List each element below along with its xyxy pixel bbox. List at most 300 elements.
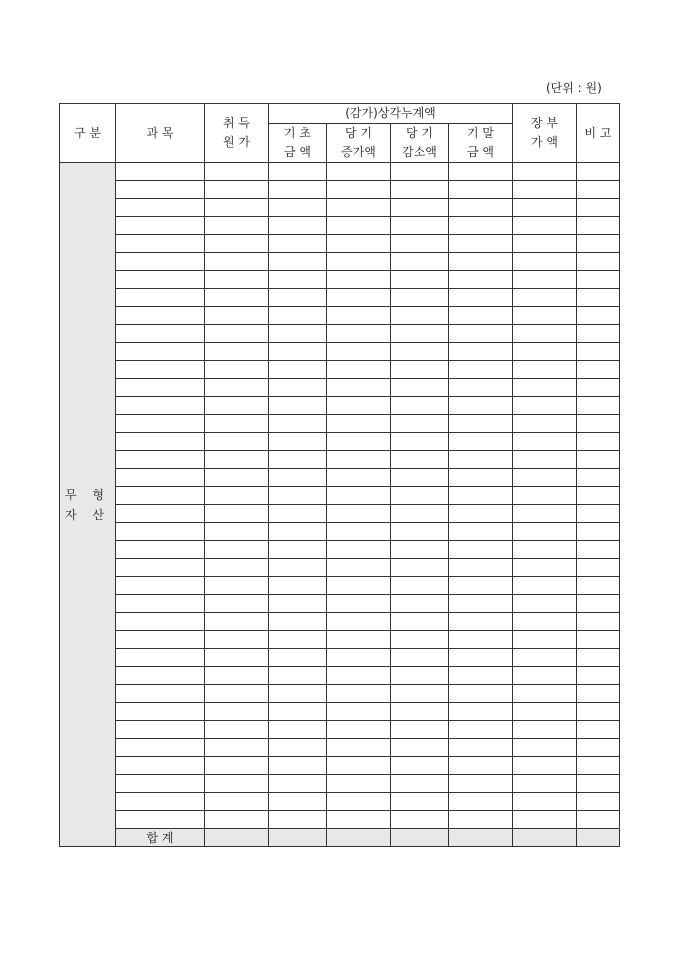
- account-cell[interactable]: [116, 739, 205, 757]
- remarks-cell[interactable]: [577, 451, 620, 469]
- account-cell[interactable]: [116, 523, 205, 541]
- decrease-cell[interactable]: [391, 505, 449, 523]
- remarks-cell[interactable]: [577, 685, 620, 703]
- decrease-cell[interactable]: [391, 253, 449, 271]
- beginning-cell[interactable]: [269, 595, 327, 613]
- beginning-cell[interactable]: [269, 379, 327, 397]
- book-value-cell[interactable]: [513, 649, 577, 667]
- beginning-cell[interactable]: [269, 235, 327, 253]
- increase-cell[interactable]: [327, 577, 391, 595]
- account-cell[interactable]: [116, 613, 205, 631]
- ending-cell[interactable]: [449, 667, 513, 685]
- book-value-cell[interactable]: [513, 595, 577, 613]
- decrease-cell[interactable]: [391, 343, 449, 361]
- acquisition-cost-cell[interactable]: [205, 613, 269, 631]
- total-increase[interactable]: [327, 829, 391, 847]
- book-value-cell[interactable]: [513, 289, 577, 307]
- ending-cell[interactable]: [449, 343, 513, 361]
- remarks-cell[interactable]: [577, 469, 620, 487]
- decrease-cell[interactable]: [391, 523, 449, 541]
- remarks-cell[interactable]: [577, 721, 620, 739]
- acquisition-cost-cell[interactable]: [205, 451, 269, 469]
- ending-cell[interactable]: [449, 307, 513, 325]
- ending-cell[interactable]: [449, 739, 513, 757]
- increase-cell[interactable]: [327, 325, 391, 343]
- book-value-cell[interactable]: [513, 325, 577, 343]
- ending-cell[interactable]: [449, 649, 513, 667]
- book-value-cell[interactable]: [513, 451, 577, 469]
- increase-cell[interactable]: [327, 163, 391, 181]
- account-cell[interactable]: [116, 289, 205, 307]
- ending-cell[interactable]: [449, 595, 513, 613]
- remarks-cell[interactable]: [577, 433, 620, 451]
- remarks-cell[interactable]: [577, 667, 620, 685]
- ending-cell[interactable]: [449, 235, 513, 253]
- total-remarks[interactable]: [577, 829, 620, 847]
- acquisition-cost-cell[interactable]: [205, 775, 269, 793]
- acquisition-cost-cell[interactable]: [205, 199, 269, 217]
- acquisition-cost-cell[interactable]: [205, 235, 269, 253]
- increase-cell[interactable]: [327, 739, 391, 757]
- ending-cell[interactable]: [449, 721, 513, 739]
- beginning-cell[interactable]: [269, 397, 327, 415]
- decrease-cell[interactable]: [391, 559, 449, 577]
- decrease-cell[interactable]: [391, 235, 449, 253]
- book-value-cell[interactable]: [513, 811, 577, 829]
- account-cell[interactable]: [116, 379, 205, 397]
- remarks-cell[interactable]: [577, 307, 620, 325]
- increase-cell[interactable]: [327, 811, 391, 829]
- increase-cell[interactable]: [327, 685, 391, 703]
- remarks-cell[interactable]: [577, 271, 620, 289]
- ending-cell[interactable]: [449, 685, 513, 703]
- acquisition-cost-cell[interactable]: [205, 685, 269, 703]
- remarks-cell[interactable]: [577, 163, 620, 181]
- acquisition-cost-cell[interactable]: [205, 541, 269, 559]
- remarks-cell[interactable]: [577, 703, 620, 721]
- account-cell[interactable]: [116, 451, 205, 469]
- remarks-cell[interactable]: [577, 289, 620, 307]
- account-cell[interactable]: [116, 343, 205, 361]
- account-cell[interactable]: [116, 361, 205, 379]
- account-cell[interactable]: [116, 577, 205, 595]
- book-value-cell[interactable]: [513, 307, 577, 325]
- book-value-cell[interactable]: [513, 721, 577, 739]
- increase-cell[interactable]: [327, 343, 391, 361]
- beginning-cell[interactable]: [269, 163, 327, 181]
- decrease-cell[interactable]: [391, 163, 449, 181]
- beginning-cell[interactable]: [269, 451, 327, 469]
- remarks-cell[interactable]: [577, 199, 620, 217]
- beginning-cell[interactable]: [269, 433, 327, 451]
- book-value-cell[interactable]: [513, 469, 577, 487]
- remarks-cell[interactable]: [577, 523, 620, 541]
- increase-cell[interactable]: [327, 649, 391, 667]
- increase-cell[interactable]: [327, 289, 391, 307]
- acquisition-cost-cell[interactable]: [205, 595, 269, 613]
- decrease-cell[interactable]: [391, 433, 449, 451]
- remarks-cell[interactable]: [577, 775, 620, 793]
- decrease-cell[interactable]: [391, 415, 449, 433]
- total-ending[interactable]: [449, 829, 513, 847]
- acquisition-cost-cell[interactable]: [205, 703, 269, 721]
- account-cell[interactable]: [116, 649, 205, 667]
- acquisition-cost-cell[interactable]: [205, 361, 269, 379]
- ending-cell[interactable]: [449, 397, 513, 415]
- book-value-cell[interactable]: [513, 739, 577, 757]
- book-value-cell[interactable]: [513, 379, 577, 397]
- beginning-cell[interactable]: [269, 343, 327, 361]
- account-cell[interactable]: [116, 325, 205, 343]
- ending-cell[interactable]: [449, 253, 513, 271]
- book-value-cell[interactable]: [513, 559, 577, 577]
- beginning-cell[interactable]: [269, 271, 327, 289]
- book-value-cell[interactable]: [513, 667, 577, 685]
- beginning-cell[interactable]: [269, 541, 327, 559]
- increase-cell[interactable]: [327, 181, 391, 199]
- decrease-cell[interactable]: [391, 541, 449, 559]
- account-cell[interactable]: [116, 631, 205, 649]
- increase-cell[interactable]: [327, 721, 391, 739]
- beginning-cell[interactable]: [269, 289, 327, 307]
- book-value-cell[interactable]: [513, 703, 577, 721]
- remarks-cell[interactable]: [577, 181, 620, 199]
- book-value-cell[interactable]: [513, 793, 577, 811]
- beginning-cell[interactable]: [269, 181, 327, 199]
- increase-cell[interactable]: [327, 433, 391, 451]
- book-value-cell[interactable]: [513, 199, 577, 217]
- acquisition-cost-cell[interactable]: [205, 487, 269, 505]
- increase-cell[interactable]: [327, 217, 391, 235]
- ending-cell[interactable]: [449, 271, 513, 289]
- acquisition-cost-cell[interactable]: [205, 397, 269, 415]
- beginning-cell[interactable]: [269, 649, 327, 667]
- book-value-cell[interactable]: [513, 343, 577, 361]
- account-cell[interactable]: [116, 415, 205, 433]
- increase-cell[interactable]: [327, 541, 391, 559]
- book-value-cell[interactable]: [513, 181, 577, 199]
- acquisition-cost-cell[interactable]: [205, 181, 269, 199]
- ending-cell[interactable]: [449, 577, 513, 595]
- remarks-cell[interactable]: [577, 577, 620, 595]
- acquisition-cost-cell[interactable]: [205, 469, 269, 487]
- beginning-cell[interactable]: [269, 577, 327, 595]
- beginning-cell[interactable]: [269, 811, 327, 829]
- remarks-cell[interactable]: [577, 793, 620, 811]
- ending-cell[interactable]: [449, 433, 513, 451]
- beginning-cell[interactable]: [269, 631, 327, 649]
- acquisition-cost-cell[interactable]: [205, 757, 269, 775]
- book-value-cell[interactable]: [513, 433, 577, 451]
- remarks-cell[interactable]: [577, 415, 620, 433]
- decrease-cell[interactable]: [391, 181, 449, 199]
- increase-cell[interactable]: [327, 469, 391, 487]
- total-decrease[interactable]: [391, 829, 449, 847]
- increase-cell[interactable]: [327, 271, 391, 289]
- ending-cell[interactable]: [449, 793, 513, 811]
- acquisition-cost-cell[interactable]: [205, 163, 269, 181]
- increase-cell[interactable]: [327, 199, 391, 217]
- ending-cell[interactable]: [449, 451, 513, 469]
- decrease-cell[interactable]: [391, 721, 449, 739]
- account-cell[interactable]: [116, 469, 205, 487]
- increase-cell[interactable]: [327, 703, 391, 721]
- beginning-cell[interactable]: [269, 703, 327, 721]
- book-value-cell[interactable]: [513, 775, 577, 793]
- increase-cell[interactable]: [327, 505, 391, 523]
- remarks-cell[interactable]: [577, 811, 620, 829]
- account-cell[interactable]: [116, 775, 205, 793]
- account-cell[interactable]: [116, 559, 205, 577]
- remarks-cell[interactable]: [577, 325, 620, 343]
- remarks-cell[interactable]: [577, 343, 620, 361]
- beginning-cell[interactable]: [269, 415, 327, 433]
- account-cell[interactable]: [116, 433, 205, 451]
- account-cell[interactable]: [116, 811, 205, 829]
- ending-cell[interactable]: [449, 415, 513, 433]
- beginning-cell[interactable]: [269, 667, 327, 685]
- beginning-cell[interactable]: [269, 325, 327, 343]
- remarks-cell[interactable]: [577, 397, 620, 415]
- acquisition-cost-cell[interactable]: [205, 217, 269, 235]
- increase-cell[interactable]: [327, 631, 391, 649]
- increase-cell[interactable]: [327, 307, 391, 325]
- book-value-cell[interactable]: [513, 613, 577, 631]
- beginning-cell[interactable]: [269, 253, 327, 271]
- ending-cell[interactable]: [449, 199, 513, 217]
- beginning-cell[interactable]: [269, 559, 327, 577]
- increase-cell[interactable]: [327, 361, 391, 379]
- beginning-cell[interactable]: [269, 361, 327, 379]
- account-cell[interactable]: [116, 505, 205, 523]
- decrease-cell[interactable]: [391, 289, 449, 307]
- remarks-cell[interactable]: [577, 559, 620, 577]
- beginning-cell[interactable]: [269, 199, 327, 217]
- decrease-cell[interactable]: [391, 685, 449, 703]
- beginning-cell[interactable]: [269, 739, 327, 757]
- account-cell[interactable]: [116, 397, 205, 415]
- account-cell[interactable]: [116, 667, 205, 685]
- account-cell[interactable]: [116, 595, 205, 613]
- ending-cell[interactable]: [449, 613, 513, 631]
- acquisition-cost-cell[interactable]: [205, 739, 269, 757]
- acquisition-cost-cell[interactable]: [205, 253, 269, 271]
- account-cell[interactable]: [116, 253, 205, 271]
- account-cell[interactable]: [116, 199, 205, 217]
- remarks-cell[interactable]: [577, 595, 620, 613]
- ending-cell[interactable]: [449, 559, 513, 577]
- book-value-cell[interactable]: [513, 505, 577, 523]
- beginning-cell[interactable]: [269, 775, 327, 793]
- decrease-cell[interactable]: [391, 397, 449, 415]
- acquisition-cost-cell[interactable]: [205, 289, 269, 307]
- book-value-cell[interactable]: [513, 487, 577, 505]
- increase-cell[interactable]: [327, 559, 391, 577]
- book-value-cell[interactable]: [513, 415, 577, 433]
- decrease-cell[interactable]: [391, 271, 449, 289]
- increase-cell[interactable]: [327, 397, 391, 415]
- acquisition-cost-cell[interactable]: [205, 577, 269, 595]
- ending-cell[interactable]: [449, 325, 513, 343]
- decrease-cell[interactable]: [391, 613, 449, 631]
- acquisition-cost-cell[interactable]: [205, 793, 269, 811]
- account-cell[interactable]: [116, 181, 205, 199]
- ending-cell[interactable]: [449, 361, 513, 379]
- decrease-cell[interactable]: [391, 361, 449, 379]
- remarks-cell[interactable]: [577, 649, 620, 667]
- decrease-cell[interactable]: [391, 703, 449, 721]
- increase-cell[interactable]: [327, 595, 391, 613]
- beginning-cell[interactable]: [269, 487, 327, 505]
- ending-cell[interactable]: [449, 775, 513, 793]
- acquisition-cost-cell[interactable]: [205, 343, 269, 361]
- account-cell[interactable]: [116, 271, 205, 289]
- increase-cell[interactable]: [327, 451, 391, 469]
- ending-cell[interactable]: [449, 523, 513, 541]
- decrease-cell[interactable]: [391, 631, 449, 649]
- book-value-cell[interactable]: [513, 253, 577, 271]
- ending-cell[interactable]: [449, 631, 513, 649]
- book-value-cell[interactable]: [513, 235, 577, 253]
- decrease-cell[interactable]: [391, 469, 449, 487]
- acquisition-cost-cell[interactable]: [205, 721, 269, 739]
- ending-cell[interactable]: [449, 217, 513, 235]
- book-value-cell[interactable]: [513, 217, 577, 235]
- acquisition-cost-cell[interactable]: [205, 559, 269, 577]
- remarks-cell[interactable]: [577, 253, 620, 271]
- total-beginning[interactable]: [269, 829, 327, 847]
- ending-cell[interactable]: [449, 379, 513, 397]
- acquisition-cost-cell[interactable]: [205, 415, 269, 433]
- ending-cell[interactable]: [449, 541, 513, 559]
- ending-cell[interactable]: [449, 469, 513, 487]
- decrease-cell[interactable]: [391, 595, 449, 613]
- book-value-cell[interactable]: [513, 577, 577, 595]
- total-book-value[interactable]: [513, 829, 577, 847]
- ending-cell[interactable]: [449, 757, 513, 775]
- remarks-cell[interactable]: [577, 505, 620, 523]
- book-value-cell[interactable]: [513, 271, 577, 289]
- remarks-cell[interactable]: [577, 613, 620, 631]
- beginning-cell[interactable]: [269, 757, 327, 775]
- ending-cell[interactable]: [449, 289, 513, 307]
- acquisition-cost-cell[interactable]: [205, 667, 269, 685]
- ending-cell[interactable]: [449, 487, 513, 505]
- decrease-cell[interactable]: [391, 577, 449, 595]
- decrease-cell[interactable]: [391, 793, 449, 811]
- acquisition-cost-cell[interactable]: [205, 307, 269, 325]
- account-cell[interactable]: [116, 793, 205, 811]
- account-cell[interactable]: [116, 757, 205, 775]
- book-value-cell[interactable]: [513, 163, 577, 181]
- remarks-cell[interactable]: [577, 757, 620, 775]
- ending-cell[interactable]: [449, 181, 513, 199]
- book-value-cell[interactable]: [513, 631, 577, 649]
- beginning-cell[interactable]: [269, 217, 327, 235]
- total-acquisition-cost[interactable]: [205, 829, 269, 847]
- book-value-cell[interactable]: [513, 361, 577, 379]
- account-cell[interactable]: [116, 307, 205, 325]
- decrease-cell[interactable]: [391, 757, 449, 775]
- acquisition-cost-cell[interactable]: [205, 523, 269, 541]
- decrease-cell[interactable]: [391, 379, 449, 397]
- decrease-cell[interactable]: [391, 739, 449, 757]
- book-value-cell[interactable]: [513, 757, 577, 775]
- increase-cell[interactable]: [327, 793, 391, 811]
- beginning-cell[interactable]: [269, 307, 327, 325]
- decrease-cell[interactable]: [391, 307, 449, 325]
- account-cell[interactable]: [116, 541, 205, 559]
- account-cell[interactable]: [116, 721, 205, 739]
- beginning-cell[interactable]: [269, 685, 327, 703]
- decrease-cell[interactable]: [391, 667, 449, 685]
- beginning-cell[interactable]: [269, 613, 327, 631]
- decrease-cell[interactable]: [391, 487, 449, 505]
- ending-cell[interactable]: [449, 505, 513, 523]
- beginning-cell[interactable]: [269, 721, 327, 739]
- increase-cell[interactable]: [327, 253, 391, 271]
- account-cell[interactable]: [116, 163, 205, 181]
- acquisition-cost-cell[interactable]: [205, 631, 269, 649]
- acquisition-cost-cell[interactable]: [205, 505, 269, 523]
- account-cell[interactable]: [116, 487, 205, 505]
- increase-cell[interactable]: [327, 235, 391, 253]
- account-cell[interactable]: [116, 217, 205, 235]
- remarks-cell[interactable]: [577, 631, 620, 649]
- increase-cell[interactable]: [327, 667, 391, 685]
- remarks-cell[interactable]: [577, 541, 620, 559]
- beginning-cell[interactable]: [269, 793, 327, 811]
- decrease-cell[interactable]: [391, 217, 449, 235]
- increase-cell[interactable]: [327, 523, 391, 541]
- remarks-cell[interactable]: [577, 361, 620, 379]
- remarks-cell[interactable]: [577, 217, 620, 235]
- decrease-cell[interactable]: [391, 649, 449, 667]
- increase-cell[interactable]: [327, 613, 391, 631]
- acquisition-cost-cell[interactable]: [205, 325, 269, 343]
- ending-cell[interactable]: [449, 811, 513, 829]
- decrease-cell[interactable]: [391, 775, 449, 793]
- increase-cell[interactable]: [327, 775, 391, 793]
- account-cell[interactable]: [116, 235, 205, 253]
- ending-cell[interactable]: [449, 163, 513, 181]
- increase-cell[interactable]: [327, 415, 391, 433]
- increase-cell[interactable]: [327, 379, 391, 397]
- decrease-cell[interactable]: [391, 451, 449, 469]
- decrease-cell[interactable]: [391, 811, 449, 829]
- beginning-cell[interactable]: [269, 523, 327, 541]
- acquisition-cost-cell[interactable]: [205, 379, 269, 397]
- decrease-cell[interactable]: [391, 325, 449, 343]
- acquisition-cost-cell[interactable]: [205, 433, 269, 451]
- remarks-cell[interactable]: [577, 379, 620, 397]
- acquisition-cost-cell[interactable]: [205, 271, 269, 289]
- remarks-cell[interactable]: [577, 235, 620, 253]
- decrease-cell[interactable]: [391, 199, 449, 217]
- ending-cell[interactable]: [449, 703, 513, 721]
- account-cell[interactable]: [116, 685, 205, 703]
- book-value-cell[interactable]: [513, 541, 577, 559]
- remarks-cell[interactable]: [577, 739, 620, 757]
- book-value-cell[interactable]: [513, 685, 577, 703]
- increase-cell[interactable]: [327, 487, 391, 505]
- acquisition-cost-cell[interactable]: [205, 811, 269, 829]
- beginning-cell[interactable]: [269, 469, 327, 487]
- beginning-cell[interactable]: [269, 505, 327, 523]
- increase-cell[interactable]: [327, 757, 391, 775]
- account-cell[interactable]: [116, 703, 205, 721]
- acquisition-cost-cell[interactable]: [205, 649, 269, 667]
